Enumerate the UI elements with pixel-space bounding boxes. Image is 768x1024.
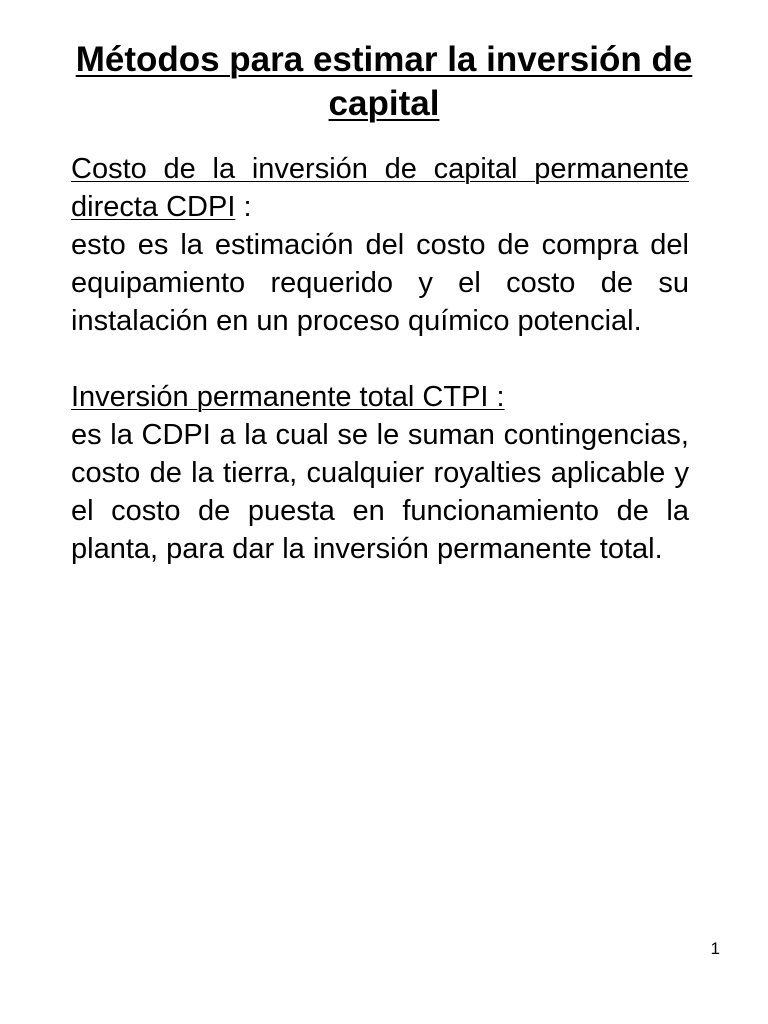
section-spacer — [71, 340, 689, 378]
term-ctpi: Inversión permanente total CTPI : — [71, 381, 505, 413]
term-cdpi: Costo de la inversión de capital permanente directa CDPI — [71, 153, 689, 223]
page-number: 1 — [710, 939, 720, 958]
definition-ctpi: es la CDPI a la cual se le suman contingencias, costo de la tierra, cualquier royalties aplicable y el costo de puesta en funcionamiento de la planta, para dar la inversión permanente total. — [71, 419, 689, 565]
slide-content — [71, 150, 689, 568]
section-ctpi-heading — [71, 378, 689, 416]
section-cdpi-heading — [71, 150, 689, 226]
definition-cdpi: esto es la estimación del costo de compra del equipamiento requerido y el costo de su instalación en un proceso químico potencial. — [71, 229, 689, 337]
slide-title-text: Métodos para estimar la inversión de capital — [75, 40, 693, 123]
term-cdpi-separator: : — [235, 191, 252, 223]
slide-title — [20, 38, 748, 126]
